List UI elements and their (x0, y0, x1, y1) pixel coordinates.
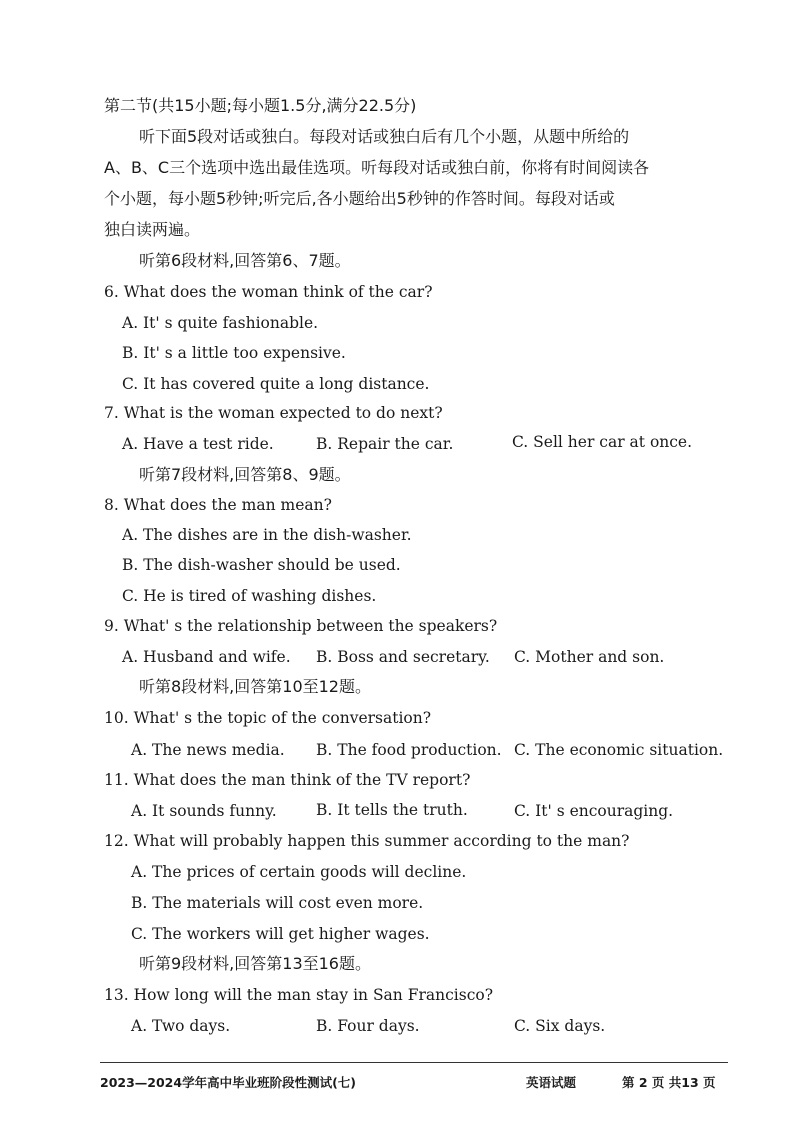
question-stem: 13. How long will the man stay in San Francisco? (104, 986, 494, 1004)
question-stem: 11. What does the man think of the TV report? (104, 771, 471, 789)
question-stem: 10. What' s the topic of the conversation? (104, 709, 432, 727)
option-b: B. Repair the car. (316, 435, 454, 453)
dialogue-6-heading: 听第6段材料,回答第6、7题。 (139, 251, 351, 270)
option-c: C. It' s encouraging. (514, 802, 674, 820)
option-b: B. Boss and secretary. (316, 648, 490, 666)
option-a: A. It sounds funny. (131, 802, 277, 820)
dialogue-9-heading: 听第9段材料,回答第13至16题。 (139, 954, 371, 973)
option-c: C. Mother and son. (514, 648, 665, 666)
option-c: C. Sell her car at once. (512, 433, 693, 451)
option-b: B. It' s a little too expensive. (122, 344, 346, 362)
option-a: A. It' s quite fashionable. (122, 314, 319, 332)
option-a: A. Husband and wife. (122, 648, 291, 666)
dialogue-7-heading: 听第7段材料,回答第8、9题。 (139, 465, 351, 484)
option-b: B. The materials will cost even more. (131, 894, 424, 912)
option-a: A. The prices of certain goods will decline. (131, 863, 467, 881)
dialogue-8-heading: 听第8段材料,回答第10至12题。 (139, 677, 371, 696)
question-stem: 12. What will probably happen this summer according to the man? (104, 832, 630, 850)
instruction-line: 听下面5段对话或独白。每段对话或独白后有几个小题，从题中所给的 (139, 127, 630, 146)
section-title: 第二节(共15小题;每小题1.5分,满分22.5分) (104, 96, 417, 115)
footer-divider (100, 1062, 728, 1063)
option-a: A. The news media. (131, 741, 285, 759)
question-stem: 8. What does the man mean? (104, 496, 332, 514)
question-stem: 9. What' s the relationship between the speakers? (104, 617, 498, 635)
option-a: A. Two days. (131, 1017, 231, 1035)
option-a: A. The dishes are in the dish-washer. (122, 526, 412, 544)
option-b: B. The dish-washer should be used. (122, 556, 401, 574)
option-b: B. Four days. (316, 1017, 420, 1035)
question-stem: 6. What does the woman think of the car? (104, 283, 433, 301)
question-stem: 7. What is the woman expected to do next? (104, 404, 443, 422)
option-c: C. It has covered quite a long distance. (122, 375, 430, 393)
instruction-line: 独白读两遍。 (104, 220, 201, 239)
option-c: C. He is tired of washing dishes. (122, 587, 377, 605)
option-b: B. It tells the truth. (316, 801, 468, 819)
footer-page-number: 第 2 页 共13 页 (622, 1075, 716, 1090)
instruction-line: A、B、C三个选项中选出最佳选项。听每段对话或独白前，你将有时间阅读各 (104, 158, 650, 177)
footer-subject: 英语试题 (526, 1075, 577, 1090)
option-c: C. The workers will get higher wages. (131, 925, 430, 943)
footer-exam-name: 2023—2024学年高中毕业班阶段性测试(七) (100, 1075, 357, 1090)
option-a: A. Have a test ride. (122, 435, 274, 453)
option-c: C. Six days. (514, 1017, 606, 1035)
instruction-line: 个小题，每小题5秒钟;听完后,各小题给出5秒钟的作答时间。每段对话或 (104, 189, 615, 208)
option-b: B. The food production. (316, 741, 502, 759)
option-c: C. The economic situation. (514, 741, 724, 759)
